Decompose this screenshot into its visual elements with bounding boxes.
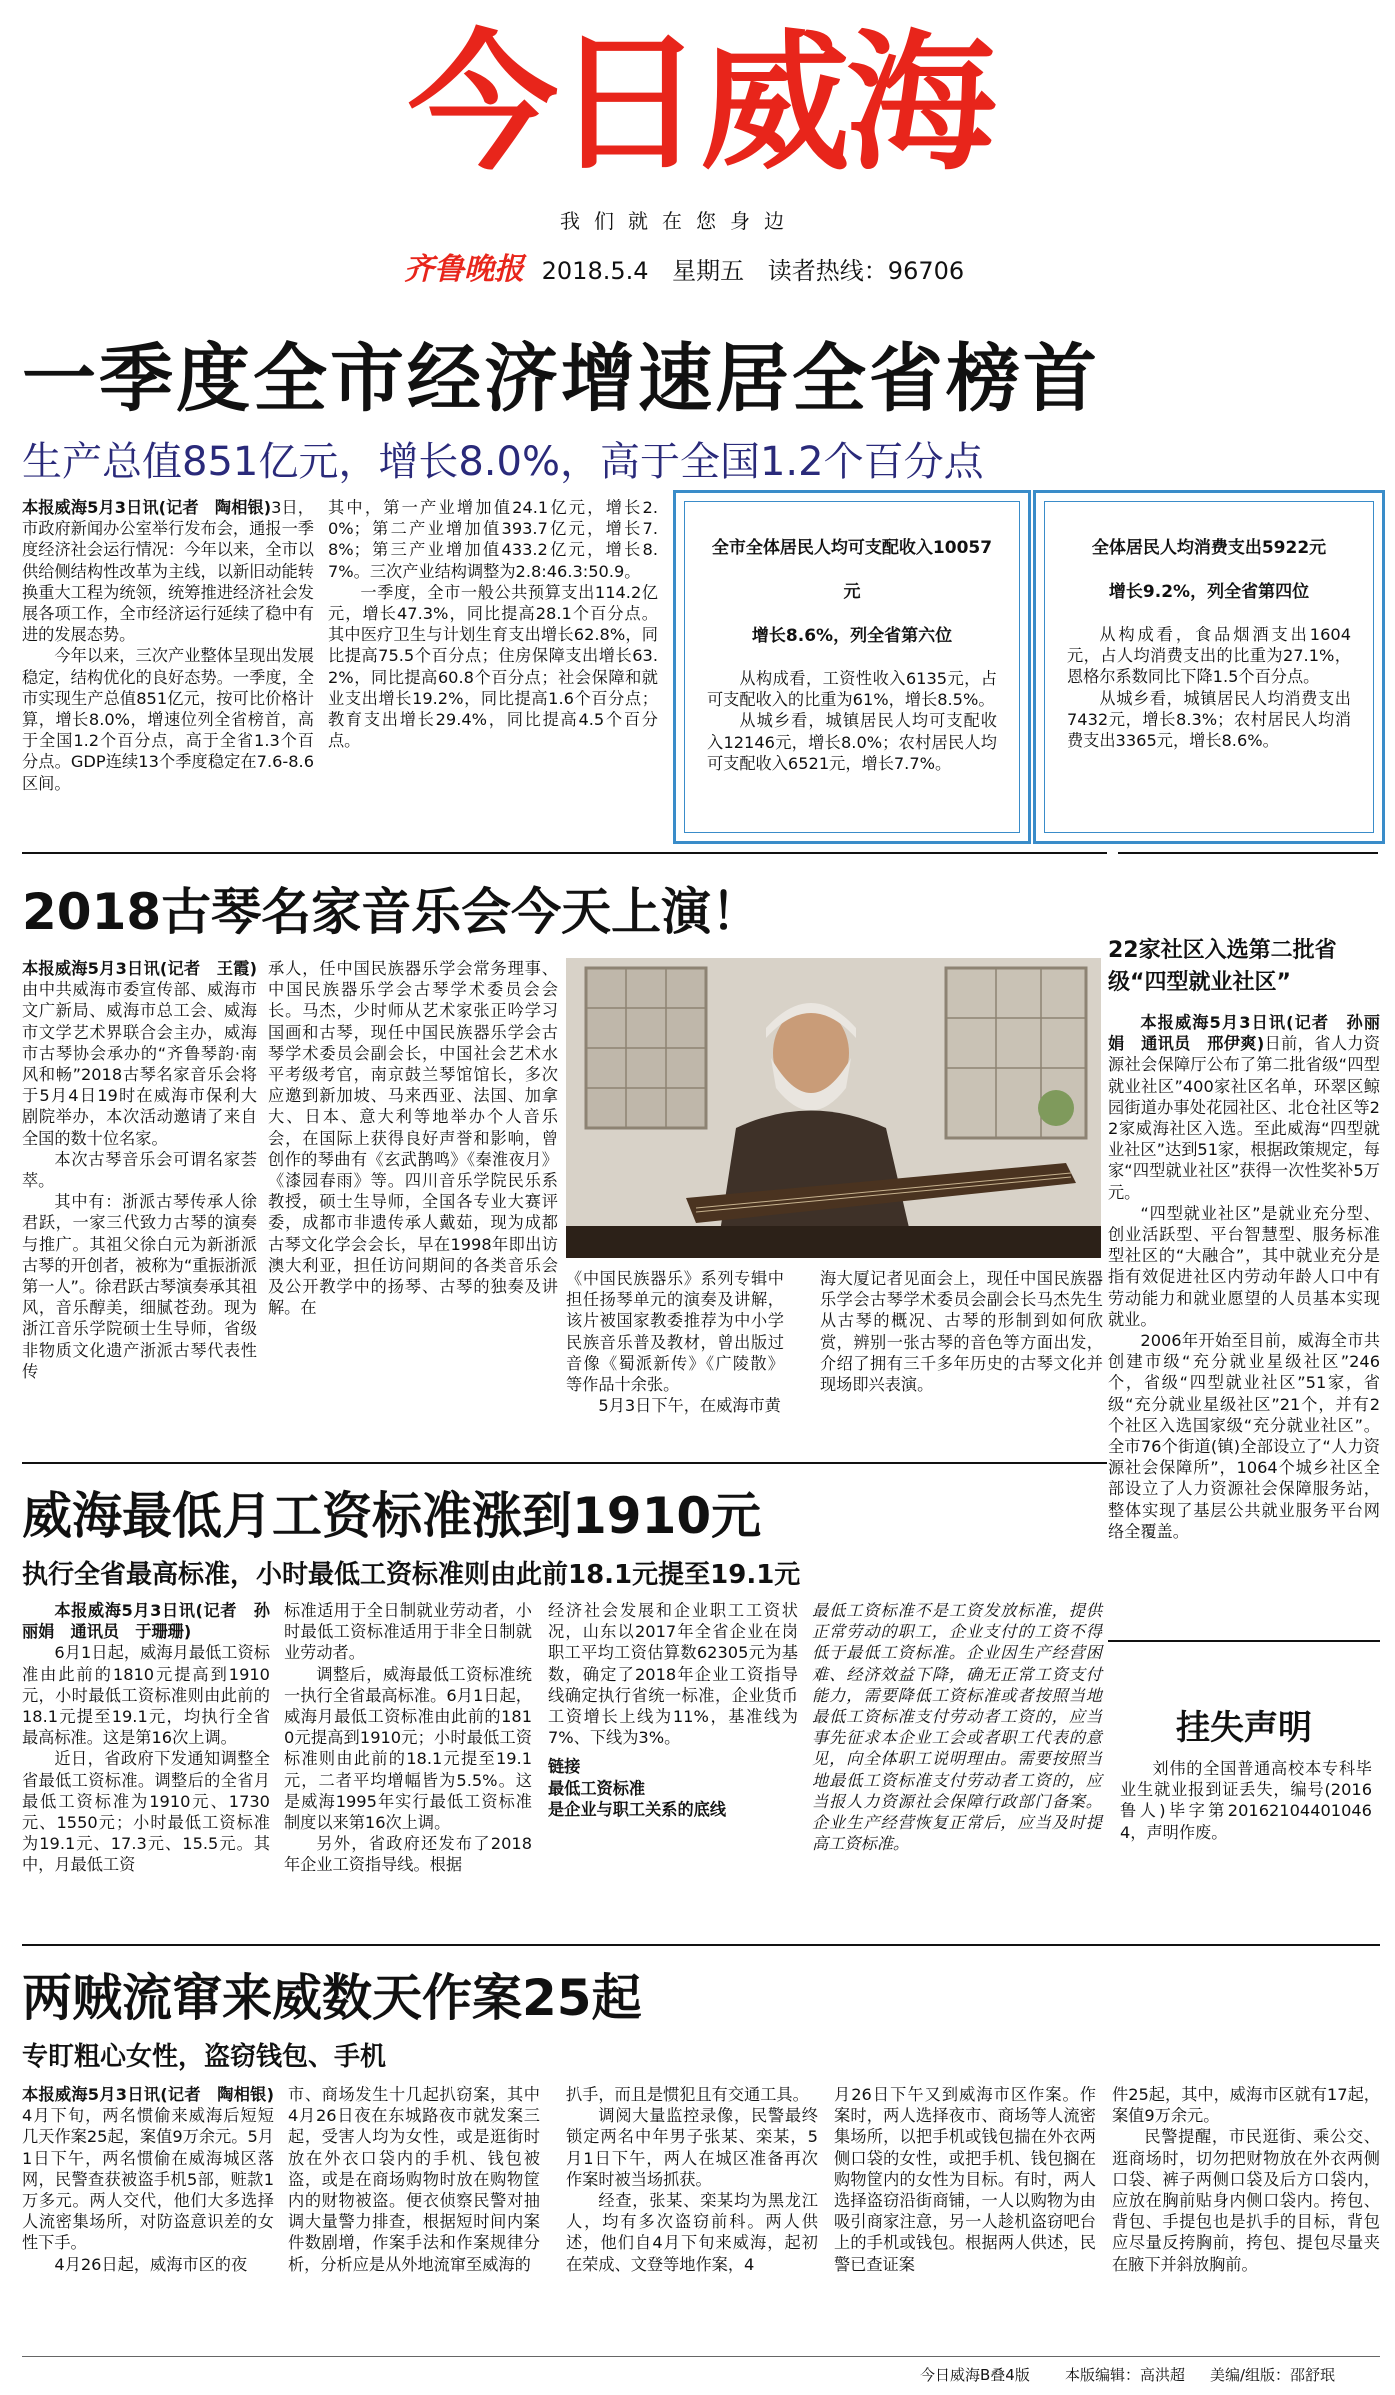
thieves-para: 经查，张某、栾某均为黑龙江人，均有多次盗窃前科。两人供述，他们自4月下旬来威海，起初在荣成、文登等地作案，4 bbox=[566, 2191, 818, 2274]
guqin-para: 《中国民族器乐》系列专辑中担任扬琴单元的演奏及讲解，该片被国家教委推荐为中小学民族音乐普及教材，曾出版过音像《蜀派新传》《广陵散》等作品十余张。 bbox=[566, 1269, 784, 1395]
wage-col-4 bbox=[812, 1600, 1102, 1854]
thieves-para: 民警提醒，市民逛街、乘公交、逛商场时，切勿把财物放在外衣两侧口袋、裤子两侧口袋及后方口袋内，应放在胸前贴身内侧口袋内。挎包、背包、手提包也是扒手的目标，背包应尽量反挎胸前，挎包、提包尽量夹在腋下并斜放胸前。 bbox=[1112, 2127, 1380, 2274]
thieves-para: 扒手，而且是惯犯且有交通工具。 bbox=[566, 2085, 809, 2104]
lead-headline: 一季度全市经济增速居全省榜首 bbox=[22, 336, 1100, 422]
divider bbox=[1108, 1640, 1380, 1642]
wage-para: 调整后，威海最低工资标准统一执行全省最高标准。6月1日起，威海月最低工资标准由此前的1810元提高到1910元；小时最低工资标准则由此前的18.1元提至19.1元，二者平均增幅皆为5.5%。这是威海1995年实行最低工资标准制度以来第16次上调。 bbox=[284, 1664, 532, 1833]
notice-text: 刘伟的全国普通高校本专科毕业生就业报到证丢失，编号(2016鲁人)毕字第201621044010464，声明作废。 bbox=[1120, 1759, 1372, 1842]
lead-byline: 本报威海5月3日讯(记者 陶相银) bbox=[22, 498, 272, 517]
divider bbox=[22, 1944, 1380, 1946]
wage-link-subtitle: 是企业与职工关系的底线 bbox=[548, 1799, 727, 1819]
wage-para: 标准适用于全日制就业劳动者，小时最低工资标准适用于非全日制就业劳动者。 bbox=[284, 1601, 532, 1663]
consume-box-title: 全体居民人均消费支出5922元 bbox=[1091, 538, 1327, 558]
wage-col-1 bbox=[22, 1600, 270, 1876]
consume-para: 从构成看，食品烟酒支出1604元，占人均消费支出的比重为27.1%，恩格尔系数同比下降1.5个百分点。 bbox=[1067, 625, 1351, 687]
guqin-col-2 bbox=[268, 958, 558, 1318]
wage-headline: 威海最低月工资标准涨到1910元 bbox=[22, 1487, 762, 1545]
wage-byline: 本报威海5月3日讯(记者 孙丽娟 通讯员 于珊珊) bbox=[22, 1601, 270, 1642]
guqin-para: 承人，任中国民族器乐学会常务理事、中国民族器乐学会古琴学术委员会会长。马杰，少时师从艺术家张正吟学习国画和古琴，现任中国民族器乐学会古琴学术委员会副会长，中国社会艺术水平考级考官，南京鼓兰琴馆馆长，多次应邀到新加坡、马来西亚、法国、加拿大、日本、意大利等地举办个人音乐会，在国际上获得良好声誉和影响，曾创作的琴曲有《玄武鹊鸣》《秦淮夜月》《漆园春雨》等。四川音乐学院民乐系教授，硕士生导师，全国各专业大赛评委，成都市非遗传承人戴茹，现为成都古琴文化学会会长，早在1998年即出访澳大利亚，担任访问期间的各类音乐会及公开教学中的扬琴、古琴的独奏及讲解。在 bbox=[268, 959, 558, 1318]
masthead-dateline bbox=[404, 244, 980, 288]
income-para: 从城乡看，城镇居民人均可支配收入12146元，增长8.0%；农村居民人均可支配收入6521元，增长7.7%。 bbox=[707, 711, 997, 773]
thieves-headline: 两贼流窜来威数天作案25起 bbox=[22, 1969, 642, 2027]
lead-para: 3日，市政府新闻办公室举行发布会，通报一季度经济社会运行情况：今年以来，全市以供给侧结构性改革为主线，以新旧动能转换重大工程为统领，统筹推进经济社会发展各项工作，全市经济运行延续了稳中有进的发展态势。 bbox=[22, 498, 314, 645]
guqin-byline: 本报威海5月3日讯(记者 王霞) bbox=[22, 959, 257, 978]
issue-weekday: 星期五 bbox=[672, 257, 745, 285]
masthead-slogan: 我们就在您身边 bbox=[560, 209, 798, 233]
guqin-headline: 2018古琴名家音乐会今天上演！ bbox=[22, 883, 762, 941]
wage-para: 6月1日起，威海月最低工资标准由此前的1810元提高到1910元，小时最低工资标准则由此前的18.1元提至19.1元，均执行全省最高标准。这是第16次上调。 bbox=[22, 1643, 270, 1748]
photo-illustration bbox=[566, 958, 1101, 1258]
footer-editor: 本版编辑：高洪超 bbox=[1065, 2366, 1186, 2384]
consume-box-subtitle: 增长9.2%，列全省第四位 bbox=[1108, 582, 1310, 602]
masthead-title: 今日威海 bbox=[407, 17, 992, 191]
thieves-para: 调阅大量监控录像，民警最终锁定两名中年男子张某、栾某，5月1日下午，两人在城区准备再次作案时被当场抓获。 bbox=[566, 2106, 818, 2189]
notice-title: 挂失声明 bbox=[1176, 1708, 1312, 1748]
income-box bbox=[673, 490, 1031, 844]
wage-para: 经济社会发展和企业职工工资状况，山东以2017年全省企业在岗职工平均工资估算数62305元为基数，确定了2018年企业工资指导线确定执行省统一标准，企业货币工资增长上线为11%，基准线为7%、下线为3%。 bbox=[548, 1601, 798, 1748]
notice-body bbox=[1120, 1758, 1372, 1843]
thieves-para: 月26日下午又到威海市区作案。作案时，两人选择夜市、商场等人流密集场所，以把手机或钱包揣在外衣两侧口袋的女性，或把手机、钱包搁在购物筐内的女性为目标。有时，两人选择盗窃沿街商铺，一人以购物为由吸引商家注意，另一人趁机盗窃吧台上的手机或钱包。根据两人供述，民警已查证案 bbox=[834, 2085, 1096, 2274]
wage-col-3 bbox=[548, 1600, 798, 1820]
wage-para: 最低工资标准不是工资发放标准，提供正常劳动的职工，企业支付的工资不得低于最低工资标准。企业因生产经营困难、经济效益下降，确无正常工资支付能力，需要降低工资标准或者按照当地最低工资标准支付劳动者工资的，应当事先征求本企业工会或者职工代表的意见，向全体职工说明理由。需要按照当地最低工资标准支付劳动者工资的，应当报人力资源社会保障行政部门备案。企业生产经营恢复正常后，应当及时提高工资标准。 bbox=[812, 1601, 1102, 1854]
guqin-performer-photo bbox=[566, 958, 1101, 1258]
lead-para: 其中，第一产业增加值24.1亿元，增长2.0%；第二产业增加值393.7亿元，增长7.8%；第三产业增加值433.2亿元，增长8.7%。三次产业结构调整为2.8:46.3:50.9。 bbox=[328, 498, 658, 581]
income-para: 从构成看，工资性收入6135元，占可支配收入的比重为61%，增长8.5%。 bbox=[707, 669, 997, 710]
employment-para: 日前，省人力资源社会保障厅公布了第二批省级“四型就业社区”400家社区名单，环翠区鲸园街道办事处花园社区、北仓社区等22家威海社区入选。至此威海“四型就业社区”达到51家，根据政策规定，每家“四型就业社区”获得一次性奖补5万元。 bbox=[1108, 1034, 1380, 1202]
consume-para: 从城乡看，城镇居民人均消费支出7432元，增长8.3%；农村居民人均消费支出3365元，增长8.6%。 bbox=[1067, 688, 1351, 751]
thieves-para: 4月26日起，威海市区的夜 bbox=[54, 2254, 248, 2274]
thieves-col-1 bbox=[22, 2084, 274, 2275]
guqin-col-4 bbox=[820, 1268, 1103, 1395]
lead-col-2 bbox=[328, 497, 658, 751]
footer-rule bbox=[22, 2356, 1380, 2357]
consume-box bbox=[1033, 490, 1385, 844]
employment-headline: 22家社区入选第二批省级“四型就业社区” bbox=[1108, 938, 1337, 995]
guqin-para: 由中共威海市委宣传部、威海市文广新局、威海市总工会、威海市文学艺术界联合会主办，威海市古琴协会承办的“齐鲁琴韵·南风和畅”2018古琴名家音乐会将于5月4日19时在威海市保利大剧院举办，本次活动邀请了来自全国的数十位名家。 bbox=[22, 980, 257, 1148]
employment-para: “四型就业社区”是就业充分型、创业活跃型、平台智慧型、服务标准型社区的“大融合”，其中就业充分是指有效促进社区内劳动年龄人口中有劳动能力和就业愿望的人员基本实现就业。 bbox=[1108, 1203, 1380, 1329]
lead-para: 今年以来，三次产业整体呈现出发展稳定，结构优化的良好态势。一季度，全市实现生产总值851亿元，按可比价格计算，增长8.0%，增速位列全省榜首，高于全国1.2个百分点，高于全省1.3个百分点。GDP连续13个季度稳定在7.6-8.6区间。 bbox=[22, 646, 314, 793]
thieves-subhead: 专盯粗心女性，盗窃钱包、手机 bbox=[22, 2042, 387, 2072]
lead-subhead: 生产总值851亿元，增长8.0%，高于全国1.2个百分点 bbox=[22, 439, 984, 485]
issue-date: 2018.5.4 bbox=[541, 257, 649, 285]
thieves-para: 件25起，其中，威海市区就有17起，案值9万余元。 bbox=[1112, 2085, 1380, 2126]
thieves-col-5 bbox=[1112, 2084, 1380, 2275]
guqin-para: 5月3日下午，在威海市黄 bbox=[598, 1396, 781, 1416]
wage-para: 近日，省政府下发通知调整全省最低工资标准。调整后的全省月最低工资标准为1910元、1730元、1550元；小时最低工资标准为19.1元、17.3元、15.5元。其中，月最低工资 bbox=[22, 1749, 270, 1875]
guqin-para: 其中有：浙派古琴传承人徐君跃，一家三代致力古琴的演奏与推广。其祖父徐白元为新浙派古琴的开创者，被称为“重振浙派第一人”。徐君跃古琴演奏承其祖风，音乐醇美，细腻苍劲。现为浙江音乐学院硕士生导师，省级非物质文化遗产浙派古琴代表性传 bbox=[22, 1192, 258, 1381]
income-box-subtitle: 增长8.6%，列全省第六位 bbox=[751, 626, 953, 646]
footer-design: 美编/组版：邵舒珉 bbox=[1210, 2366, 1336, 2384]
footer-page: 今日威海B叠4版 bbox=[920, 2366, 1030, 2384]
guqin-col-1 bbox=[22, 958, 257, 1382]
wage-link-label: 链接 bbox=[548, 1757, 581, 1777]
guqin-para: 本次古琴音乐会可谓名家荟萃。 bbox=[22, 1149, 257, 1191]
reader-hotline: 读者热线：96706 bbox=[767, 257, 965, 285]
employment-byline: 本报威海5月3日讯(记者 孙丽娟 通讯员 邢伊爽) bbox=[1108, 1013, 1380, 1054]
divider bbox=[1118, 852, 1378, 854]
lead-col-1 bbox=[22, 497, 314, 794]
income-box-title: 全市全体居民人均可支配收入10057元 bbox=[711, 538, 993, 602]
wage-link-title: 最低工资标准 bbox=[548, 1778, 646, 1798]
guqin-para: 海大厦记者见面会上，现任中国民族器乐学会古琴学术委员会副会长马杰先生从古琴的概况、古琴的形制到如何欣赏，辨别一张古琴的音色等方面出发，介绍了拥有三千多年历史的古琴文化并现场即兴表演。 bbox=[820, 1269, 1103, 1395]
thieves-col-3 bbox=[566, 2084, 818, 2275]
thieves-col-4 bbox=[834, 2084, 1096, 2275]
wage-para: 另外，省政府还发布了2018年企业工资指导线。根据 bbox=[284, 1834, 532, 1875]
employment-para: 2006年开始至目前，威海全市共创建市级“充分就业星级社区”246个，省级“四型就业社区”51家，省级“充分就业星级社区”21个，并有2个社区入选国家级“充分就业社区”。全市76个街道(镇)全部设立了“人力资源社会保障所”，1064个城乡社区全部设立了人力资源社会保障服务站，整体实现了基层公共就业服务平台网络全覆盖。 bbox=[1108, 1331, 1380, 1541]
thieves-col-2 bbox=[288, 2084, 540, 2275]
wage-col-2 bbox=[284, 1600, 532, 1876]
thieves-byline: 本报威海5月3日讯(记者 陶相银) bbox=[22, 2085, 274, 2104]
thieves-para: 市、商场发生十几起扒窃案，其中4月26日夜在东城路夜市就发案三起，受害人均为女性，或是逛街时放在外衣口袋内的手机、钱包被盗，或是在商场购物时放在购物筐内的财物被盗。便衣侦察民警对抽调大量警力排查，根据短时间内案件数剧增，作案手法和作案规律分析，分析应是从外地流窜至威海的 bbox=[288, 2085, 540, 2274]
thieves-para: 4月下旬，两名惯偷来威海后短短几天作案25起，案值9万余元。5月1日下午，两名惯偷在威海城区落网，民警查获被盗手机5部，赃款1万多元。两人交代，他们大多选择人流密集场所，对防盗意识差的女性下手。 bbox=[22, 2106, 274, 2253]
lead-para: 一季度，全市一般公共预算支出114.2亿元，增长47.3%，同比提高28.1个百分点。其中医疗卫生与计划生育支出增长62.8%，同比提高75.5个百分点；住房保障支出增长63.2%，同比提高60.8个百分点；社会保障和就业支出增长19.2%，同比提高1.6个百分点；教育支出增长29.4%，同比提高4.5个百分点。 bbox=[328, 582, 658, 751]
divider bbox=[22, 852, 1107, 854]
brand-logo: 齐鲁晚报 bbox=[404, 252, 524, 287]
wage-subhead: 执行全省最高标准，小时最低工资标准则由此前18.1元提至19.1元 bbox=[22, 1560, 801, 1590]
guqin-col-3 bbox=[566, 1268, 784, 1416]
divider bbox=[22, 1462, 1107, 1464]
employment-col bbox=[1108, 1012, 1380, 1542]
